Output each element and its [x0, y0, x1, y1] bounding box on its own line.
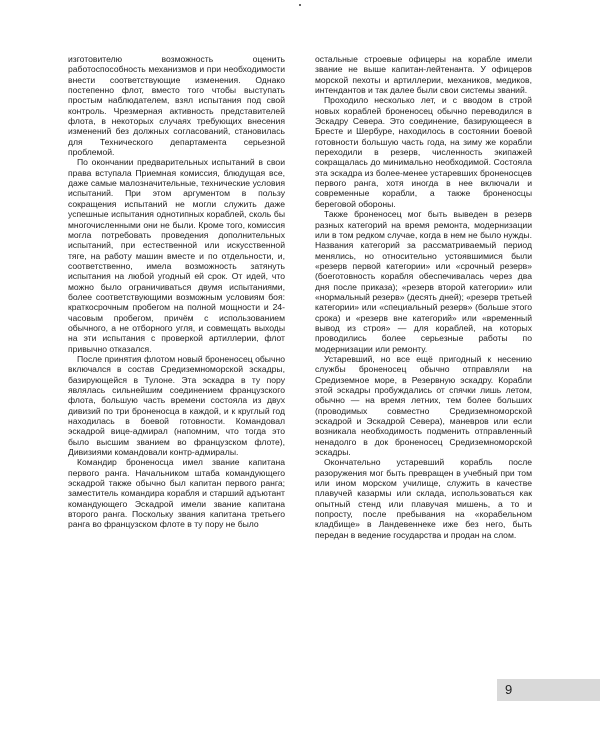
- paragraph: После принятия флотом новый броненосец обычно включался в состав Средиземноморской эскадры, базирующейся в Тулоне. Эта эскадра в ту пору являлась сильнейшим соединением французского флота, большую часть времени состояла из двух дивизий по три броненосца в каждой, и к круглый год находилась в боевой готовности. Командовал эскадрой вице-адмирал (напомним, что тогда это было высшим званием во французском флоте), Дивизиями командовали контр-адмиралы.: [68, 353, 285, 458]
- paragraph: Также броненосец мог быть выведен в резерв разных категорий на время ремонта, модернизации или в том редком случае, когда в нем не было нужды. Названия категорий за рассматриваемый период менялись, но относительно устоявшимися были «резерв первой категории» или «срочный резерв» (боеготовность корабля обеспечивалась через два дня после приказа); «резерв второй категории» или «нормальный резерв» (десять дней); «резерв третьей категории» или «специальный резерв» (больше этого срока) и «резерв вне категорий» или «временный вывод из строя» — для кораблей, на которых проводились более серьезные работы по модернизации или ремонту.: [315, 209, 532, 354]
- page-number-tab: [497, 679, 600, 701]
- paragraph: Проходило несколько лет, и с вводом в строй новых кораблей броненосец обычно переводился в Эскадру Севера. Это соединение, базирующееся в Бресте и Шербуре, находилось в состоянии боевой готовности большую часть года, на зиму же корабли переходили в резерв, численность экипажей сокращалась до минимально необходимой. Состояла эта эскадра из более-менее устаревших броненосцев первого ранга, хотя иногда в нее включали и современные корабли, а также броненосцы береговой обороны.: [315, 95, 532, 209]
- page-number: 9: [505, 682, 513, 697]
- left-text-column: [68, 54, 285, 530]
- paragraph: По окончании предварительных испытаний в свои права вступала Приемная комиссия, блюдущая все, даже самые малозначительные, технические условия испытаний. При этом аргументом в пользу сокращения испытаний не могли служить даже успешные испытания однотипных кораблей, сколь бы многочисленными они не были. Кроме того, комиссия могла потребовать проведения дополнительных испытаний, при естественной или искусственной тяге, на работу машин вместе и по отдельности, и, соответственно, имела возможность затянуть испытания на любой угодный ей срок. От идей, что можно было ограничиваться двумя испытаниями, более соответствующими возможным условиям боя: краткосрочным пробегом на полной мощности и 24-часовым пробегом, причём с использованием обычного, а не отборного угля, и совмещать выходы на эти испытания с проверкой артиллерии, флот привычно отказался.: [68, 157, 285, 354]
- paragraph: изготовителю возможность оценить работоспособность механизмов и при необходимости внести соответствующие изменения. Однако постепенно флот, вместо того чтобы выступать простым наблюдателем, взял испытания под свой контроль. Чрезмерная активность представителей флота, в некоторых случаях требующих внесения изменений без должных согласований, становилась для Технического департамента серьезной проблемой.: [68, 54, 285, 158]
- paragraph: Командир броненосца имел звание капитана первого ранга. Начальником штаба командующего эскадрой также обычно был капитан первого ранга; заместитель командира корабля и старший адъютант командующего Эскадрой имели звание капитана второго ранга. Поскольку звания капитана третьего ранга во французском флоте в ту пору не было: [68, 457, 285, 530]
- top-mark: [299, 4, 301, 6]
- paragraph: Окончательно устаревший корабль после разоружения мог быть превращен в учебный при том или ином морском училище, служить в качестве плавучей казармы или склада, использоваться как опытный стенд или плавучая мишень, а то и попросту, после пребывания на «корабельном кладбище» в Ландевеннеке иже без него, быть передан в ведение государства и продан на слом.: [315, 457, 532, 540]
- paragraph: Устаревший, но все ещё пригодный к несению службы броненосец обычно отправляли на Средиземное море, в Резервную эскадру. Корабли этой эскадры пробуждались от спячки лишь летом, обычно — на время летних, тем более больших (проводимых совместно Средиземноморской эскадрой и Эскадрой Севера), маневров или если возникала необходимость подменить отправленный ненадолго в док броненосец Средиземноморской эскадры.: [315, 353, 532, 458]
- paragraph: остальные строевые офицеры на корабле имели звание не выше капитан-лейтенанта. У офицеров морской пехоты и артиллерии, механиков, медиков, интендантов и так далее были свои системы званий.: [315, 54, 532, 96]
- right-text-column: [315, 54, 532, 540]
